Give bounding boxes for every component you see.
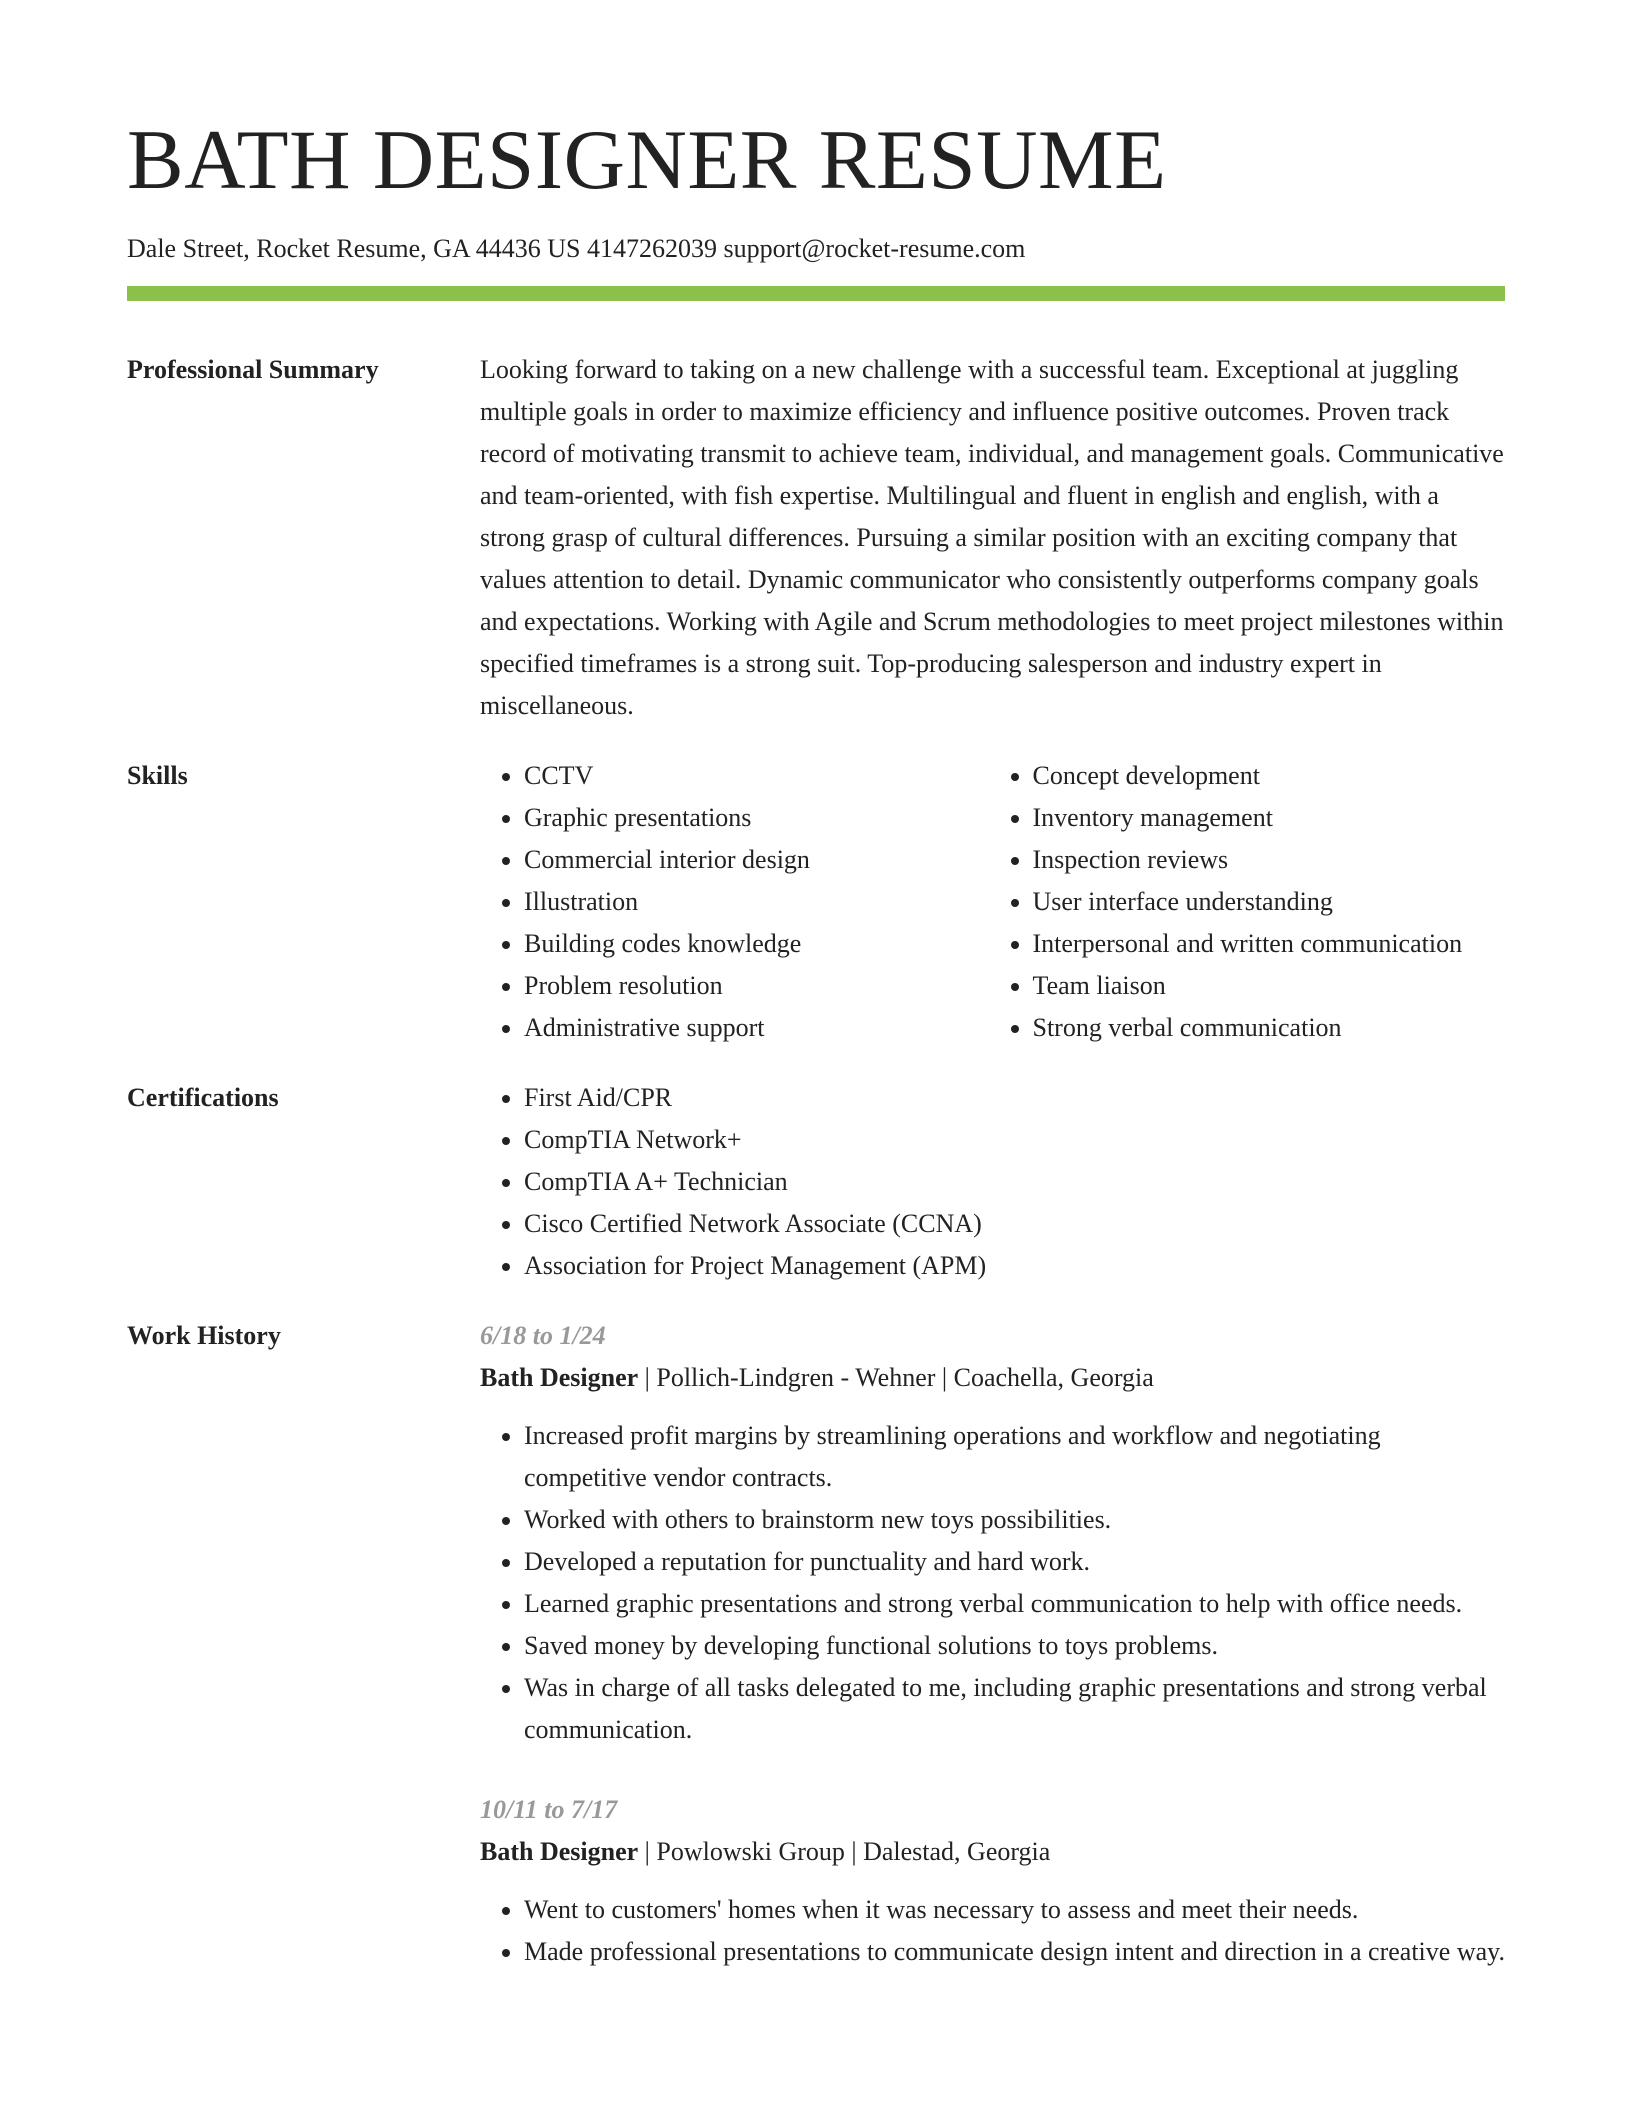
skill-item: • Inspection reviews	[1033, 839, 1506, 881]
skill-item: • User interface understanding	[1033, 881, 1506, 923]
skills-section	[127, 755, 1505, 1049]
certifications-heading: Certifications	[127, 1083, 279, 1112]
job-dates: 10/11 to 7/17	[480, 1795, 618, 1824]
job-duties-list	[480, 1889, 1505, 1973]
job-title: Bath Designer	[480, 1363, 639, 1392]
job-heading	[480, 1357, 1505, 1399]
certification-item: • CompTIA A+ Technician	[524, 1161, 1505, 1203]
skills-list-left	[480, 755, 993, 1049]
job-duty: • Was in charge of all tasks delegated to me, including graphic presentations and strong verbal communication.	[524, 1667, 1505, 1751]
job-duty: • Went to customers' homes when it was necessary to assess and meet their needs.	[524, 1889, 1505, 1931]
job-employer-location: | Powlowski Group | Dalestad, Georgia	[638, 1837, 1051, 1866]
certifications-body	[480, 1077, 1505, 1287]
skill-item: • Building codes knowledge	[524, 923, 993, 965]
certification-item: • Association for Project Management (APM)	[524, 1245, 1505, 1287]
job-heading	[480, 1831, 1505, 1873]
work-history-heading: Work History	[127, 1321, 281, 1350]
summary-text: Looking forward to taking on a new challenge with a successful team. Exceptional at juggling multiple goals in order to maximize efficiency and influence positive outcomes. Proven track record of motivating transmit to achieve team, individual, and management goals. Communicative and team-oriented, with fish expertise. Multilingual and fluent in english and english, with a strong grasp of cultural differences. Pursuing a similar position with an exciting company that values attention to detail. Dynamic communicator who consistently outperforms company goals and expectations. Working with Agile and Scrum methodologies to meet project milestones within specified timeframes is a strong suit. Top-producing salesperson and industry expert in miscellaneous.	[480, 355, 1504, 720]
job-duty: • Worked with others to brainstorm new toys possibilities.	[524, 1499, 1505, 1541]
skill-item: • Illustration	[524, 881, 993, 923]
skill-item: • Interpersonal and written communication	[1033, 923, 1506, 965]
skill-item: • Problem resolution	[524, 965, 993, 1007]
skills-list-right	[993, 755, 1506, 1049]
job-duty: • Learned graphic presentations and strong verbal communication to help with office needs.	[524, 1583, 1505, 1625]
skills-heading: Skills	[127, 761, 188, 790]
summary-heading: Professional Summary	[127, 355, 379, 384]
job-dates: 6/18 to 1/24	[480, 1321, 606, 1350]
summary-body	[480, 349, 1505, 727]
work-history-section	[127, 1315, 1505, 2011]
job-entry	[480, 1789, 1505, 1973]
job-duty: • Made professional presentations to communicate design intent and direction in a creative way.	[524, 1931, 1505, 1973]
contact-info: Dale Street, Rocket Resume, GA 44436 US 4147262039 support@rocket-resume.com	[127, 234, 1026, 263]
certification-item: • First Aid/CPR	[524, 1077, 1505, 1119]
skill-item: • Graphic presentations	[524, 797, 993, 839]
resume-sections	[127, 349, 1505, 2039]
job-duty: • Increased profit margins by streamlining operations and workflow and negotiating competitive vendor contracts.	[524, 1415, 1505, 1499]
skill-item: • Concept development	[1033, 755, 1506, 797]
certification-item: • CompTIA Network+	[524, 1119, 1505, 1161]
skills-column-right	[993, 755, 1506, 1049]
job-duty: • Developed a reputation for punctuality and hard work.	[524, 1541, 1505, 1583]
summary-section	[127, 349, 1505, 727]
skills-body	[480, 755, 1505, 1049]
skill-item: • CCTV	[524, 755, 993, 797]
job-duty: • Saved money by developing functional solutions to toys problems.	[524, 1625, 1505, 1667]
skill-item: • Team liaison	[1033, 965, 1506, 1007]
certifications-list	[480, 1077, 1505, 1287]
work-history-body	[480, 1315, 1505, 2011]
skills-column-left	[480, 755, 993, 1049]
job-entry	[480, 1315, 1505, 1751]
accent-divider	[127, 286, 1505, 301]
skill-item: • Strong verbal communication	[1033, 1007, 1506, 1049]
skill-item: • Commercial interior design	[524, 839, 993, 881]
certifications-section	[127, 1077, 1505, 1287]
skill-item: • Administrative support	[524, 1007, 993, 1049]
job-title: Bath Designer	[480, 1837, 639, 1866]
job-employer-location: | Pollich-Lindgren - Wehner | Coachella, Georgia	[638, 1363, 1154, 1392]
page-title: BATH DESIGNER RESUME	[127, 113, 1167, 207]
job-duties-list	[480, 1415, 1505, 1751]
skill-item: • Inventory management	[1033, 797, 1506, 839]
certification-item: • Cisco Certified Network Associate (CCNA)	[524, 1203, 1505, 1245]
